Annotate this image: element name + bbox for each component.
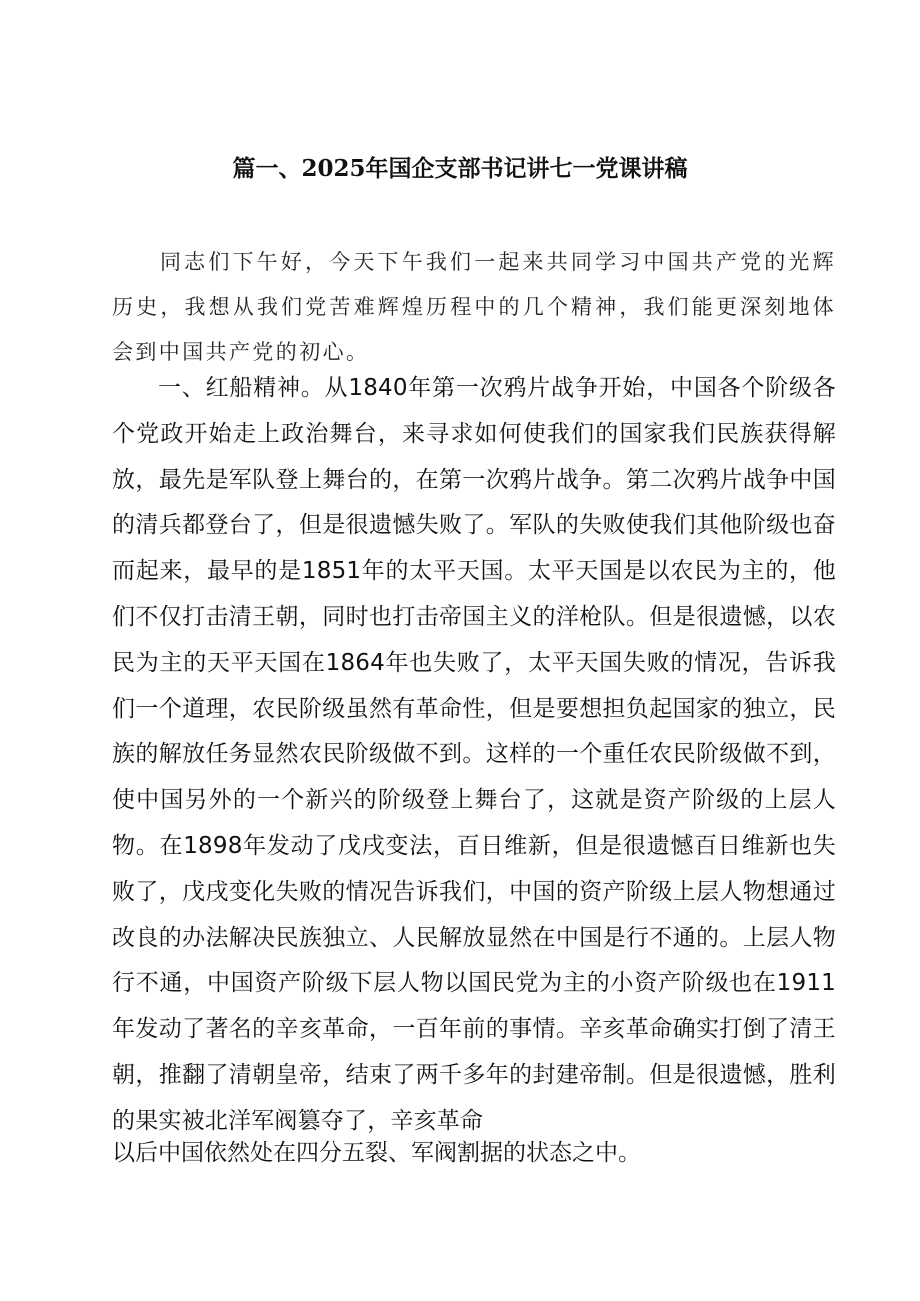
intro-paragraph: 同志们下午好，今天下午我们一起来共同学习中国共产党的光辉历史，我想从我们党苦难辉煌历程中的几个精神，我们能更深刻地体会到中国共产党的初心。	[112, 250, 836, 364]
document-title: 篇一、2025年国企支部书记讲七一党课讲稿	[232, 155, 688, 182]
section-one-tail-paragraph: 以后中国依然处在四分五裂、军阀割据的状态之中。	[112, 1140, 641, 1166]
section-one-paragraph: 一、红船精神。从1840年第一次鸦片战争开始，中国各个阶级各个党政开始走上政治舞台，来寻求如何使我们的国家我们民族获得解放，最先是军队登上舞台的，在第一次鸦片战争。第二次鸦片战争中国的清兵都登台了，但是很遗憾失败了。军队的失败使我们其他阶级也奋而起来，最早的是1851年的太平天国。太平天国是以农民为主的，他们不仅打击清王朝，同时也打击帝国主义的洋枪队。但是很遗憾，以农民为主的天平天国在1864年也失败了，太平天国失败的情况，告诉我们一个道理，农民阶级虽然有革命性，但是要想担负起国家的独立，民族的解放任务显然农民阶级做不到。这样的一个重任农民阶级做不到，使中国另外的一个新兴的阶级登上舞台了，这就是资产阶级的上层人物。在1898年发动了戊戌变法，百日维新，但是很遗憾百日维新也失败了，戊戌变化失败的情况告诉我们，中国的资产阶级上层人物想通过改良的办法解决民族独立、人民解放显然在中国是行不通的。上层人物行不通，中国资产阶级下层人物以国民党为主的小资产阶级也在1911年发动了著名的辛亥革命，一百年前的事情。辛亥革命确实打倒了清王朝，推翻了清朝皇帝，结束了两千多年的封建帝制。但是很遗憾，胜利的果实被北洋军阀篡夺了，辛亥革命	[112, 375, 836, 1134]
